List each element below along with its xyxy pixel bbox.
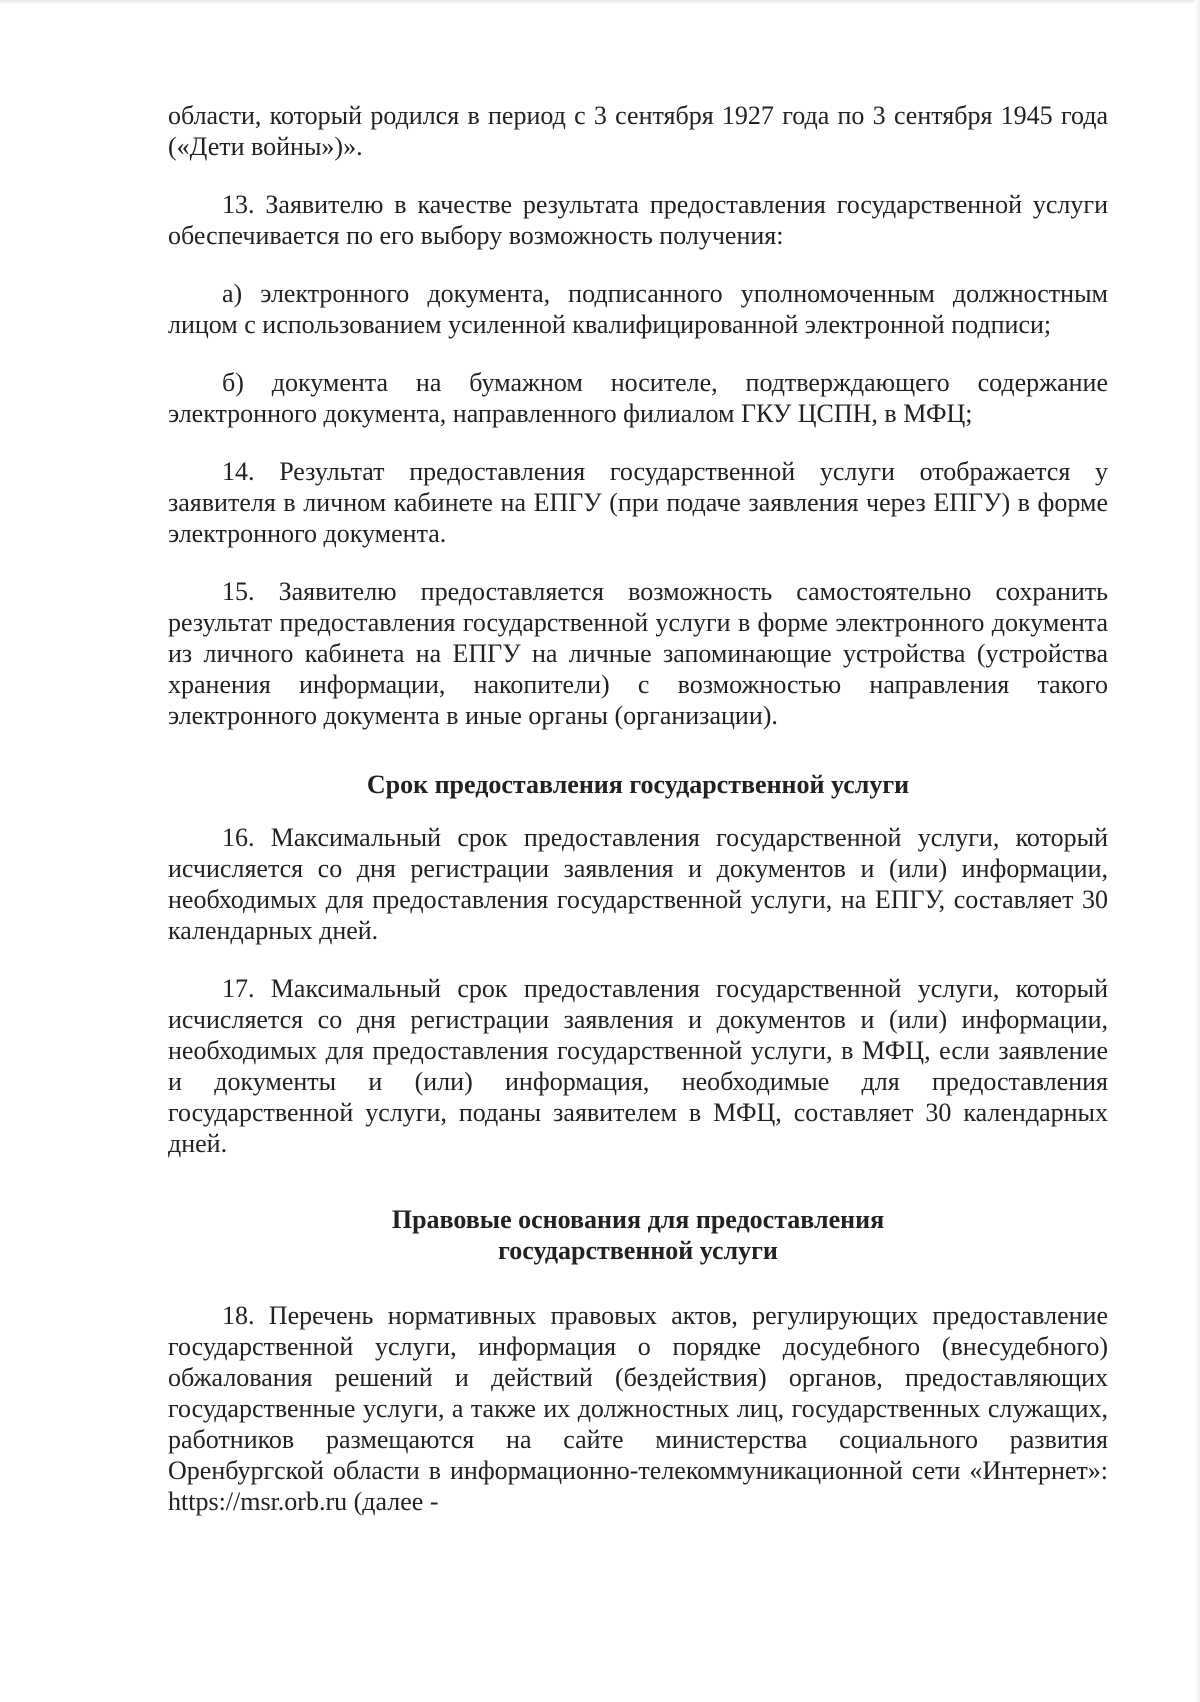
paragraph-18: 18. Перечень нормативных правовых актов, регулирующих предоставление государственной услуги, информация о порядке досудебного (внесудебного) обжалования решений и действий (бездействия) органов, предоставляющих государственные услуги, а также их должностных лиц, государственных служащих, работников размещаются на сайте министерства социального развития Оренбургской области в информационно-телекоммуникационной сети «Интернет»: https://msr.orb.ru (далее -	[168, 1301, 1108, 1516]
paragraph-14: 14. Результат предоставления государственной услуги отображается у заявителя в личном кабинете на ЕПГУ (при подаче заявления через ЕПГУ) в форме электронного документа.	[168, 457, 1108, 548]
section-heading-legal-line2: государственной услуги	[498, 1236, 778, 1265]
paragraph-15: 15. Заявителю предоставляется возможность самостоятельно сохранить результат предоставления государственной услуги в форме электронного документа из личного кабинета на ЕПГУ на личные запоминающие устройства (устройства хранения информации, накопители) с возможностью направления такого электронного документа в иные органы (организации).	[168, 577, 1108, 730]
scan-edge-right	[1194, 0, 1200, 1702]
paragraph-13b: б) документа на бумажном носителе, подтверждающего содержание электронного документа, направленного филиалом ГКУ ЦСПН, в МФЦ;	[168, 368, 1108, 428]
paragraph-continuation: области, который родился в период с 3 сентября 1927 года по 3 сентября 1945 года («Дети войны»)».	[168, 101, 1108, 161]
paragraph-13: 13. Заявителю в качестве результата предоставления государственной услуги обеспечивается по его выбору возможность получения:	[168, 190, 1108, 250]
paragraph-17: 17. Максимальный срок предоставления государственной услуги, который исчисляется со дня регистрации заявления и документов и (или) информации, необходимых для предоставления государственной услуги, в МФЦ, если заявление и документы и (или) информация, необходимые для предоставления государственной услуги, поданы заявителем в МФЦ, составляет 30 календарных дней.	[168, 974, 1108, 1158]
paragraph-16: 16. Максимальный срок предоставления государственной услуги, который исчисляется со дня регистрации заявления и документов и (или) информации, необходимых для предоставления государственной услуги, на ЕПГУ, составляет 30 календарных дней.	[168, 823, 1108, 945]
section-heading-legal-line1: Правовые основания для предоставления	[391, 1205, 885, 1234]
paragraph-13a: а) электронного документа, подписанного уполномоченным должностным лицом с использованием усиленной квалифицированной электронной подписи;	[168, 279, 1108, 339]
scan-edge-top	[0, 0, 1200, 4]
section-heading-term: Срок предоставления государственной услуги	[366, 770, 910, 799]
document-page	[168, 100, 1108, 1517]
section-heading-legal	[168, 1204, 1108, 1266]
